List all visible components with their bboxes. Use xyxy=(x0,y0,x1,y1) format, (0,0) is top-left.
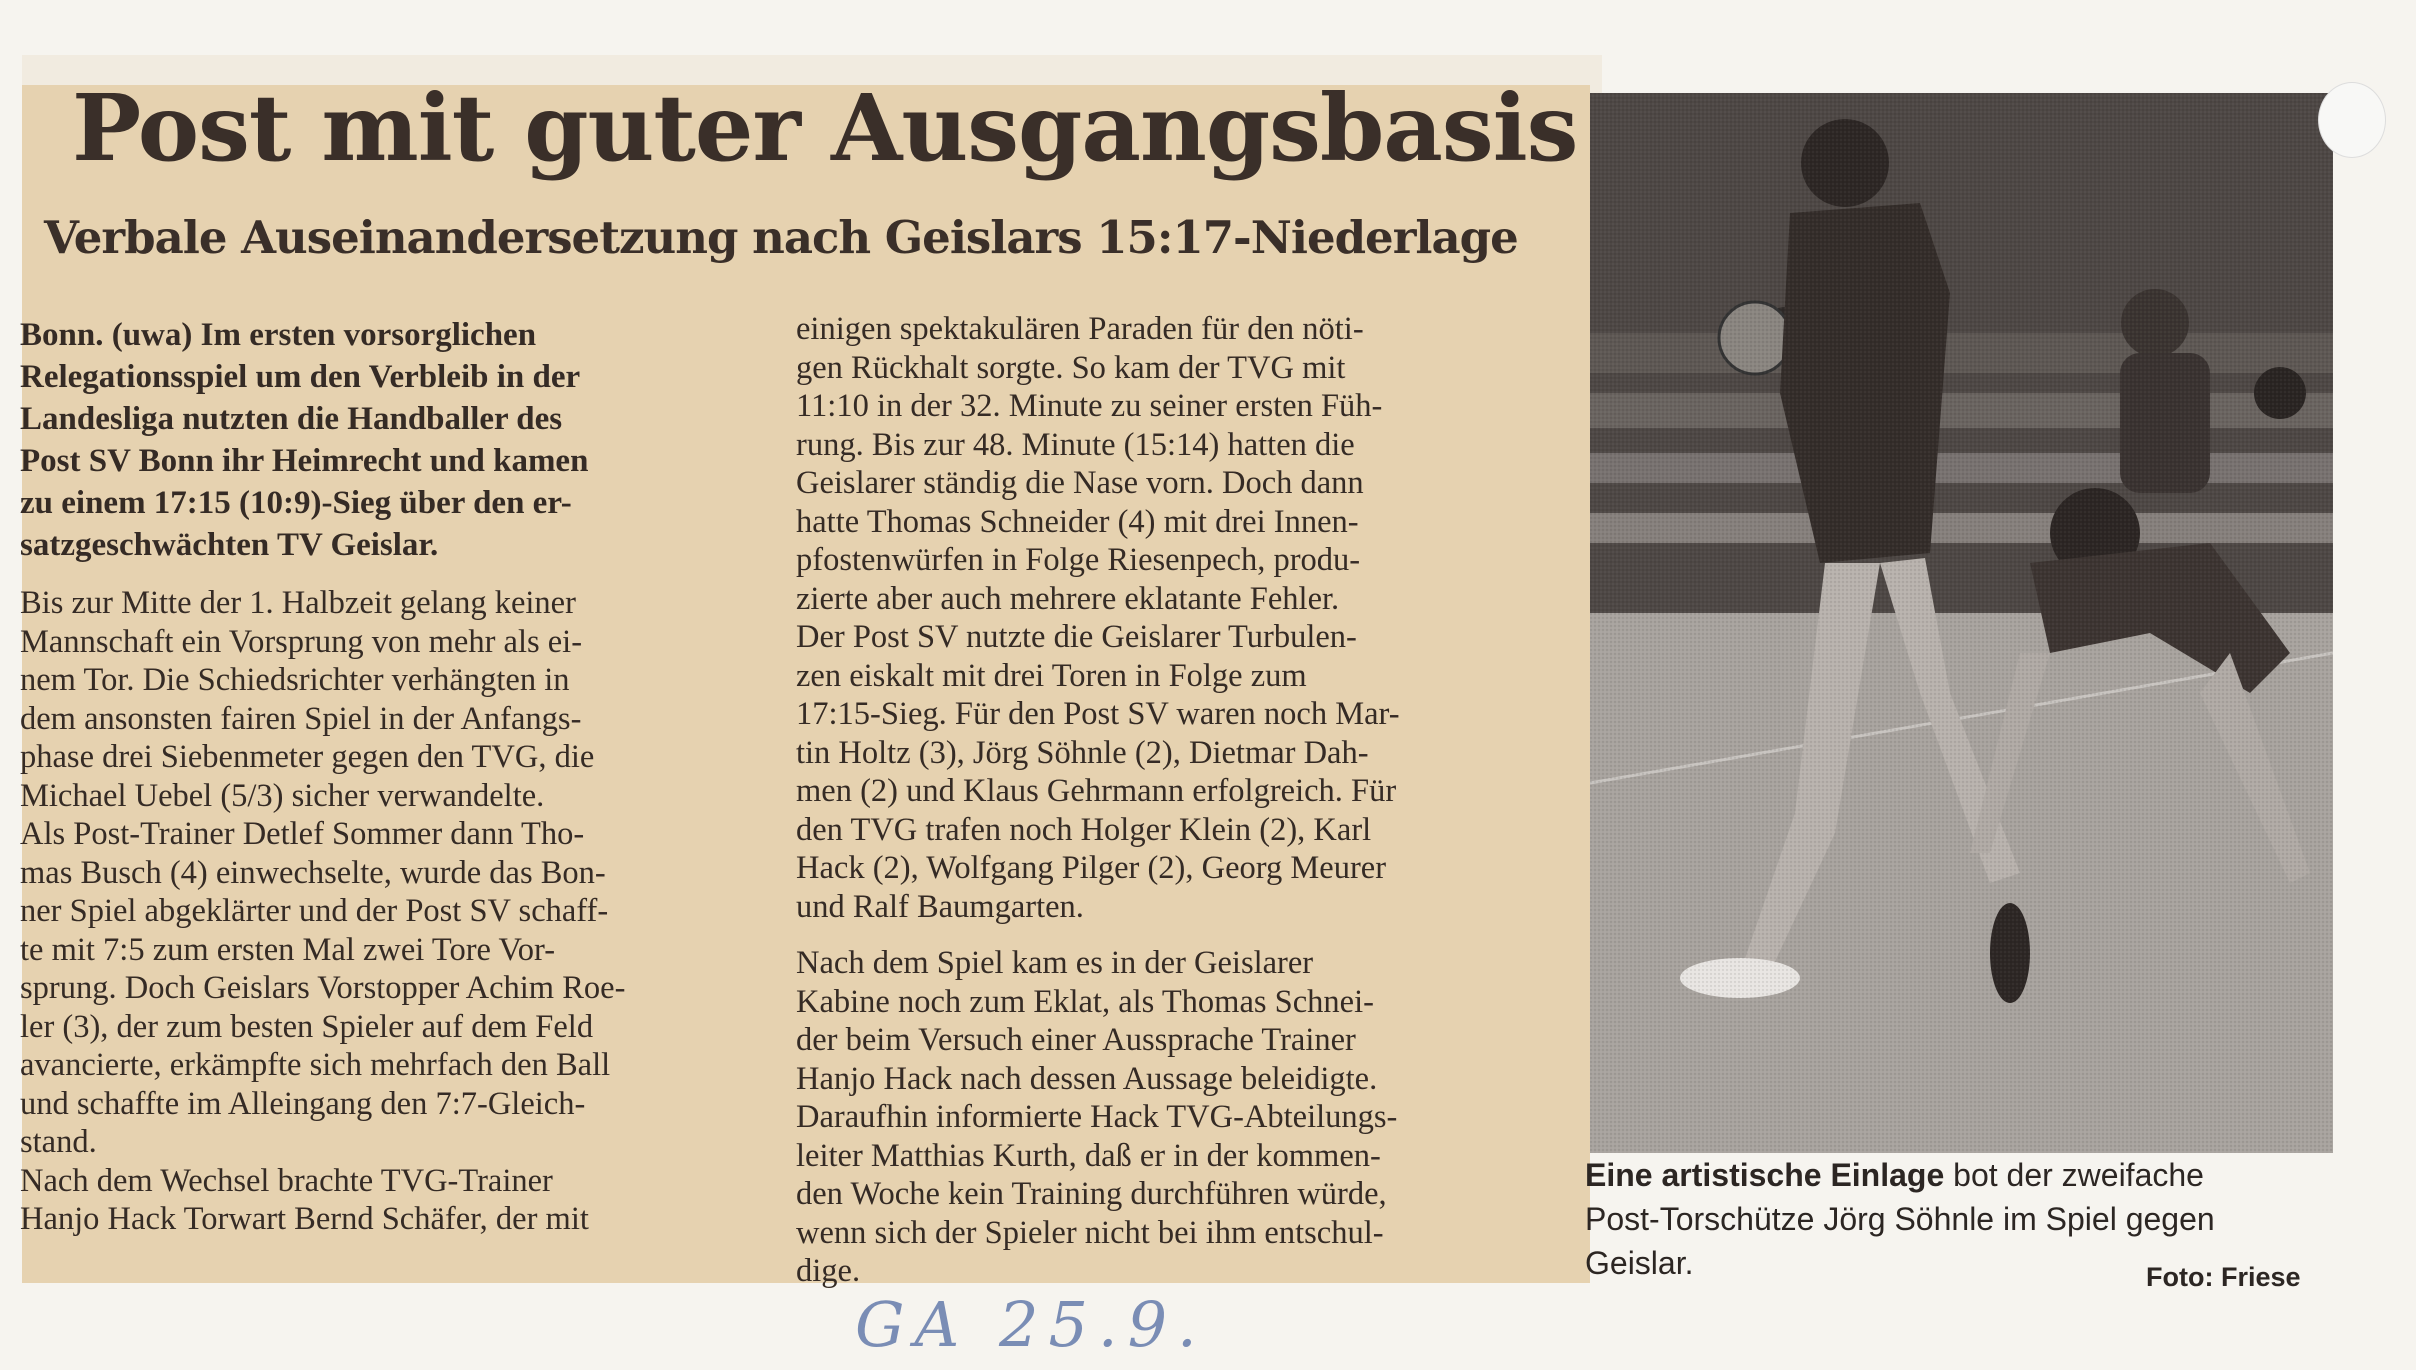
caption-bold: Eine artistische Einlage xyxy=(1585,1157,1945,1193)
article-column-1 xyxy=(20,314,758,1239)
text-line: Hack (2), Wolfgang Pilger (2), Georg Meurer xyxy=(796,850,1387,886)
text-line: und Ralf Baumgarten. xyxy=(796,888,1084,925)
text-line: 17:15-Sieg. Für den Post SV waren noch Mar- xyxy=(796,696,1400,732)
article-lead xyxy=(20,314,758,566)
handball-photo xyxy=(1590,93,2333,1153)
text-line: avancierte, erkämpfte sich mehrfach den Ball xyxy=(20,1047,611,1083)
photo-credit: Foto: Friese xyxy=(2146,1262,2301,1292)
caption-line-2: Post-Torschütze Jörg Söhnle im Spiel gegen xyxy=(1585,1201,2215,1237)
text-line: Kabine noch zum Eklat, als Thomas Schnei- xyxy=(796,983,1374,1020)
text-line: ler (3), der zum besten Spieler auf dem Feld xyxy=(20,1008,594,1045)
article-body xyxy=(20,584,758,1239)
text-line: men (2) und Klaus Gehrmann erfolgreich. Für xyxy=(796,773,1397,809)
text-line: Post SV Bonn ihr Heimrecht und kamen xyxy=(20,443,589,479)
text-line: Bis zur Mitte der 1. Halbzeit gelang keiner xyxy=(20,585,576,621)
text-line: und schaffte im Alleingang den 7:7-Gleich- xyxy=(20,1085,586,1122)
text-line: Nach dem Spiel kam es in der Geislarer xyxy=(796,945,1314,981)
text-line: der beim Versuch einer Aussprache Trainer xyxy=(796,1022,1356,1058)
text-line: den Woche kein Training durchführen würde, xyxy=(796,1176,1387,1212)
text-line: den TVG trafen noch Holger Klein (2), Karl xyxy=(796,811,1372,848)
text-line: nem Tor. Die Schiedsrichter verhängten in xyxy=(20,662,570,698)
text-line: zu einem 17:15 (10:9)-Sieg über den er- xyxy=(20,485,572,521)
text-line: Als Post-Trainer Detlef Sommer dann Tho- xyxy=(20,816,585,852)
text-line: rung. Bis zur 48. Minute (15:14) hatten die xyxy=(796,426,1355,463)
text-line: Geislarer ständig die Nase vorn. Doch dann xyxy=(796,465,1364,501)
text-line: dige. xyxy=(796,1253,861,1289)
text-line: Hanjo Hack nach dessen Aussage beleidigte. xyxy=(796,1060,1378,1097)
photo-illustration xyxy=(1590,93,2333,1153)
text-line: dem ansonsten fairen Spiel in der Anfangs- xyxy=(20,700,582,737)
text-line: mas Busch (4) einwechselte, wurde das Bon- xyxy=(20,854,606,891)
text-line: Bonn. (uwa) Im ersten vorsorglichen xyxy=(20,317,537,353)
punched-hole xyxy=(2318,82,2386,158)
text-line: Relegationsspiel um den Verbleib in der xyxy=(20,359,581,395)
text-line: phase drei Siebenmeter gegen den TVG, die xyxy=(20,739,595,775)
text-line: Nach dem Wechsel brachte TVG-Trainer xyxy=(20,1162,553,1199)
caption-line-3: Geislar. xyxy=(1585,1245,1694,1281)
text-line: leiter Matthias Kurth, daß er in der kommen- xyxy=(796,1137,1381,1174)
text-line: Landesliga nutzten die Handballer des xyxy=(20,401,563,437)
text-line: Der Post SV nutzte die Geislarer Turbulen- xyxy=(796,619,1357,655)
text-line: Michael Uebel (5/3) sicher verwandelte. xyxy=(20,777,545,814)
headline: Post mit guter Ausgangsbasis xyxy=(72,74,1578,182)
text-line: gen Rückhalt sorgte. So kam der TVG mit xyxy=(796,349,1346,386)
caption-line-1 xyxy=(1585,1153,2345,1197)
text-line: pfostenwürfen in Folge Riesenpech, produ- xyxy=(796,542,1361,578)
subheadline: Verbale Auseinandersetzung nach Geislars 15:17-Niederlage xyxy=(44,211,1518,264)
text-line: Daraufhin informierte Hack TVG-Abteilungs- xyxy=(796,1099,1398,1135)
text-line: Mannschaft ein Vorsprung von mehr als ei- xyxy=(20,623,583,660)
article-column-2 xyxy=(796,310,1556,1291)
text-line: stand. xyxy=(20,1124,97,1160)
handwritten-note: GA 25.9. xyxy=(855,1288,1207,1361)
text-line: ner Spiel abgeklärter und der Post SV schaff- xyxy=(20,893,609,929)
text-line: satzgeschwächten TV Geislar. xyxy=(20,527,439,563)
text-line: hatte Thomas Schneider (4) mit drei Innen- xyxy=(796,503,1359,540)
text-line: zierte aber auch mehrere eklatante Fehler. xyxy=(796,580,1340,617)
text-line: tin Holtz (3), Jörg Söhnle (2), Dietmar Dah- xyxy=(796,734,1369,771)
text-line: Hanjo Hack Torwart Bernd Schäfer, der mit xyxy=(20,1201,589,1237)
text-line: sprung. Doch Geislars Vorstopper Achim Roe- xyxy=(20,970,626,1006)
text-line: te mit 7:5 zum ersten Mal zwei Tore Vor- xyxy=(20,931,556,968)
text-line: einigen spektakulären Paraden für den nöti- xyxy=(796,311,1364,347)
text-line: wenn sich der Spieler nicht bei ihm entschul- xyxy=(796,1214,1384,1251)
caption-text: bot der zweifache xyxy=(1944,1157,2204,1193)
text-line: zen eiskalt mit drei Toren in Folge zum xyxy=(796,657,1307,694)
text-line: 11:10 in der 32. Minute zu seiner ersten Füh- xyxy=(796,388,1383,424)
